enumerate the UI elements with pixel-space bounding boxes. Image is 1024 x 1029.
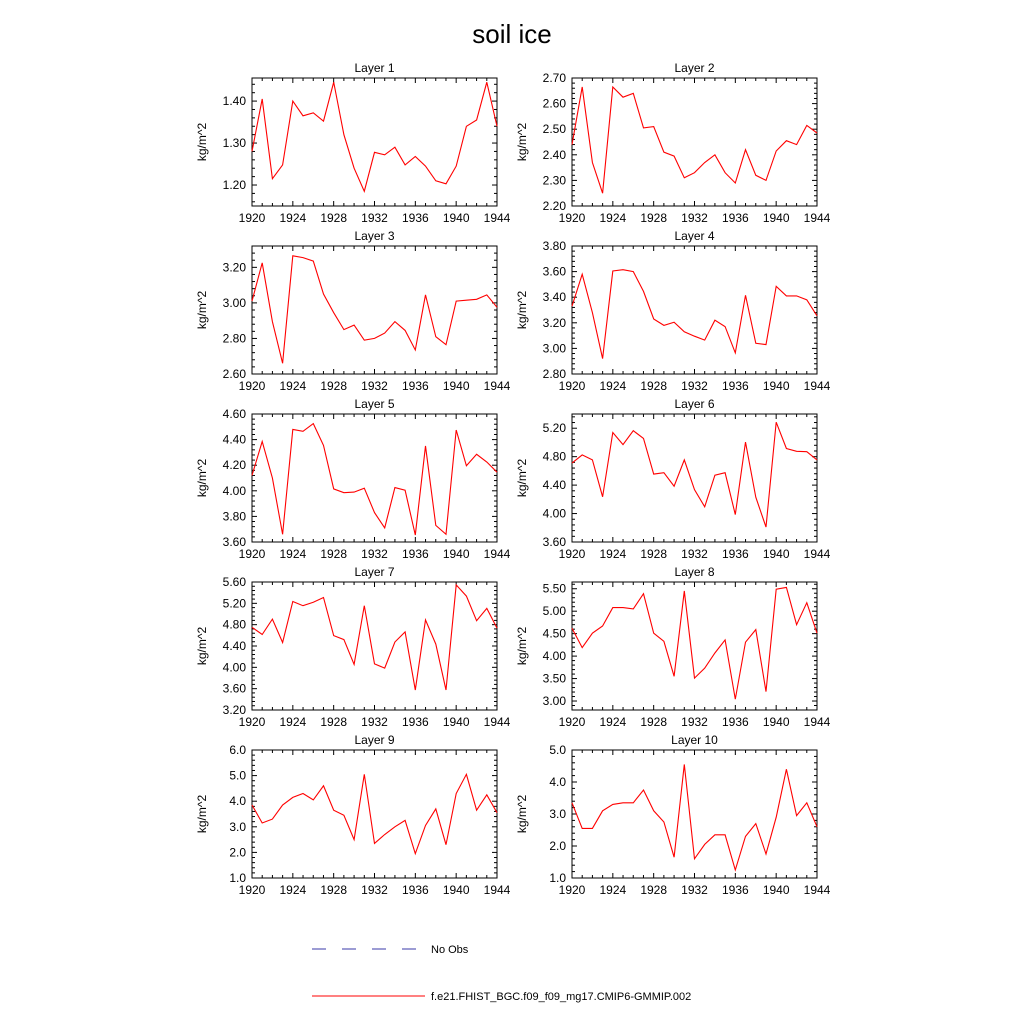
y-tick-label: 4.20: [222, 458, 246, 473]
y-tick-label: 2.20: [542, 199, 566, 213]
panel-layer-6: [515, 397, 831, 561]
y-tick-label: 2.70: [542, 71, 566, 85]
x-tick-label: 1928: [320, 547, 348, 561]
x-tick-label: 1944: [803, 379, 831, 393]
y-tick-label: 3.60: [542, 535, 566, 549]
y-tick-label: 3.0: [549, 807, 566, 821]
y-tick-label: 5.50: [542, 581, 566, 596]
y-tick-label: 2.40: [542, 147, 566, 162]
y-tick-label: 2.80: [222, 331, 246, 346]
plot-frame: [572, 78, 817, 206]
panel-layer-7: [195, 565, 511, 729]
panel-title: Layer 6: [674, 397, 715, 411]
y-tick-label: 6.0: [229, 743, 246, 757]
x-tick-label: 1924: [599, 547, 627, 561]
panel-title: Layer 2: [674, 61, 715, 75]
x-tick-label: 1928: [640, 715, 668, 729]
legend-label-1: No Obs: [431, 944, 469, 956]
y-tick-label: 4.80: [222, 617, 246, 632]
y-tick-label: 5.0: [549, 743, 566, 757]
y-axis-label: kg/m^2: [515, 794, 529, 834]
y-tick-label: 5.20: [222, 596, 246, 611]
x-tick-label: 1932: [361, 715, 388, 729]
plot-frame: [252, 582, 497, 710]
panel-layer-10: [515, 733, 831, 897]
x-tick-label: 1944: [483, 547, 511, 561]
y-axis-label: kg/m^2: [515, 458, 529, 498]
y-tick-label: 1.40: [222, 94, 246, 109]
x-tick-label: 1928: [320, 883, 348, 897]
x-tick-label: 1936: [401, 379, 429, 393]
x-tick-label: 1920: [558, 379, 586, 393]
y-tick-label: 3.00: [542, 341, 566, 356]
plot-frame: [252, 246, 497, 374]
panel-layer-4: [515, 229, 831, 393]
y-tick-label: 4.00: [542, 506, 566, 521]
x-tick-label: 1928: [640, 211, 668, 225]
x-tick-label: 1924: [279, 211, 307, 225]
panel-layer-1: [195, 61, 511, 225]
x-tick-label: 1932: [361, 883, 388, 897]
x-tick-label: 1924: [279, 883, 307, 897]
x-tick-label: 1944: [483, 379, 511, 393]
y-tick-label: 1.30: [222, 136, 246, 151]
x-tick-label: 1940: [762, 883, 790, 897]
x-tick-label: 1932: [681, 883, 708, 897]
y-tick-label: 3.20: [222, 703, 246, 717]
x-tick-label: 1928: [320, 379, 348, 393]
y-tick-label: 2.0: [549, 839, 566, 853]
y-tick-label: 5.00: [542, 604, 566, 619]
x-tick-label: 1940: [442, 883, 470, 897]
y-axis-label: kg/m^2: [515, 290, 529, 330]
y-tick-label: 3.60: [222, 535, 246, 549]
series-line: [252, 774, 497, 853]
panel-layer-8: [515, 565, 831, 729]
x-tick-label: 1944: [483, 883, 511, 897]
y-tick-label: 5.60: [222, 575, 246, 589]
plot-frame: [572, 582, 817, 710]
panel-layer-5: [195, 397, 511, 561]
y-tick-label: 3.20: [222, 260, 246, 275]
series-line: [252, 82, 497, 191]
x-tick-label: 1920: [558, 547, 586, 561]
y-tick-label: 5.20: [542, 421, 566, 436]
x-tick-label: 1936: [721, 883, 749, 897]
y-axis-label: kg/m^2: [195, 122, 209, 162]
series-line: [252, 585, 497, 690]
y-tick-label: 3.00: [542, 694, 566, 709]
y-tick-label: 1.20: [222, 178, 246, 193]
y-tick-label: 1.0: [549, 871, 566, 885]
y-tick-label: 2.0: [229, 845, 246, 860]
y-axis-label: kg/m^2: [195, 290, 209, 330]
x-tick-label: 1940: [442, 211, 470, 225]
series-line: [572, 764, 817, 870]
panel-title: Layer 1: [354, 61, 395, 75]
x-tick-label: 1920: [238, 715, 266, 729]
y-tick-label: 3.20: [542, 315, 566, 330]
y-tick-label: 3.00: [222, 295, 246, 310]
panel-title: Layer 10: [671, 733, 718, 747]
series-line: [252, 424, 497, 535]
x-tick-label: 1920: [558, 715, 586, 729]
y-tick-label: 4.00: [542, 649, 566, 664]
panel-layer-2: [515, 61, 831, 225]
y-tick-label: 4.40: [222, 639, 246, 653]
panel-title: Layer 8: [674, 565, 715, 579]
x-tick-label: 1924: [599, 715, 627, 729]
legend: [312, 944, 691, 1003]
x-tick-label: 1944: [803, 883, 831, 897]
x-tick-label: 1924: [599, 211, 627, 225]
x-tick-label: 1944: [803, 715, 831, 729]
x-tick-label: 1924: [599, 379, 627, 393]
panel-title: Layer 5: [354, 397, 395, 411]
series-line: [572, 87, 817, 193]
plot-frame: [252, 78, 497, 206]
x-tick-label: 1940: [762, 211, 790, 225]
x-tick-label: 1936: [721, 379, 749, 393]
y-tick-label: 4.00: [222, 660, 246, 675]
x-tick-label: 1920: [238, 211, 266, 225]
y-tick-label: 4.0: [229, 794, 246, 809]
y-tick-label: 4.40: [222, 432, 246, 447]
y-tick-label: 3.60: [222, 681, 246, 696]
x-tick-label: 1924: [279, 379, 307, 393]
y-axis-label: kg/m^2: [515, 626, 529, 666]
y-tick-label: 3.60: [542, 264, 566, 279]
y-axis-label: kg/m^2: [195, 626, 209, 666]
x-tick-label: 1944: [803, 547, 831, 561]
x-tick-label: 1924: [279, 547, 307, 561]
panel-layer-9: [195, 733, 511, 897]
x-tick-label: 1940: [762, 547, 790, 561]
panel-title: Layer 9: [354, 733, 395, 747]
x-tick-label: 1932: [681, 379, 708, 393]
x-tick-label: 1920: [558, 883, 586, 897]
series-line: [252, 256, 497, 363]
x-tick-label: 1936: [401, 211, 429, 225]
x-tick-label: 1924: [279, 715, 307, 729]
y-axis-label: kg/m^2: [515, 122, 529, 162]
plot-frame: [252, 414, 497, 542]
panel-layer-3: [195, 229, 511, 393]
x-tick-label: 1944: [803, 211, 831, 225]
y-tick-label: 2.60: [542, 96, 566, 111]
y-tick-label: 3.50: [542, 671, 566, 686]
series-line: [572, 587, 817, 699]
panel-title: Layer 3: [354, 229, 395, 243]
y-tick-label: 3.80: [222, 509, 246, 524]
y-tick-label: 4.0: [549, 775, 566, 789]
x-tick-label: 1932: [361, 547, 388, 561]
legend-label-2: f.e21.FHIST_BGC.f09_f09_mg17.CMIP6-GMMIP.002: [431, 991, 692, 1003]
y-tick-label: 3.80: [542, 239, 566, 253]
x-tick-label: 1920: [238, 547, 266, 561]
figure-title: soil ice: [472, 19, 552, 49]
x-tick-label: 1932: [361, 379, 388, 393]
series-line: [572, 422, 817, 527]
y-tick-label: 2.30: [542, 173, 566, 188]
panel-title: Layer 7: [354, 565, 395, 579]
y-tick-label: 2.60: [222, 367, 246, 381]
x-tick-label: 1932: [361, 211, 388, 225]
x-tick-label: 1940: [442, 547, 470, 561]
y-tick-label: 3.0: [229, 819, 246, 834]
plot-frame: [252, 750, 497, 878]
series-line: [572, 270, 817, 359]
y-tick-label: 4.40: [542, 478, 566, 493]
x-tick-label: 1932: [681, 211, 708, 225]
x-tick-label: 1928: [320, 715, 348, 729]
x-tick-label: 1928: [640, 883, 668, 897]
x-tick-label: 1928: [320, 211, 348, 225]
x-tick-label: 1928: [640, 379, 668, 393]
y-tick-label: 2.50: [542, 122, 566, 137]
x-tick-label: 1920: [238, 379, 266, 393]
x-tick-label: 1940: [762, 379, 790, 393]
panel-title: Layer 4: [674, 229, 715, 243]
x-tick-label: 1928: [640, 547, 668, 561]
y-axis-label: kg/m^2: [195, 794, 209, 834]
x-tick-label: 1936: [721, 547, 749, 561]
x-tick-label: 1944: [483, 211, 511, 225]
x-tick-label: 1936: [721, 211, 749, 225]
y-tick-label: 4.60: [222, 407, 246, 421]
x-tick-label: 1932: [681, 715, 708, 729]
y-axis-label: kg/m^2: [195, 458, 209, 498]
y-tick-label: 4.50: [542, 626, 566, 641]
x-tick-label: 1920: [558, 211, 586, 225]
x-tick-label: 1936: [401, 547, 429, 561]
x-tick-label: 1936: [401, 883, 429, 897]
y-tick-label: 3.40: [542, 290, 566, 305]
y-tick-label: 2.80: [542, 367, 566, 381]
x-tick-label: 1924: [599, 883, 627, 897]
y-tick-label: 1.0: [229, 871, 246, 885]
x-tick-label: 1940: [442, 715, 470, 729]
x-tick-label: 1944: [483, 715, 511, 729]
panels: [195, 61, 831, 897]
x-tick-label: 1936: [401, 715, 429, 729]
x-tick-label: 1936: [721, 715, 749, 729]
y-tick-label: 4.80: [542, 449, 566, 464]
y-tick-label: 4.00: [222, 483, 246, 498]
y-tick-label: 5.0: [229, 768, 246, 783]
x-tick-label: 1932: [681, 547, 708, 561]
x-tick-label: 1940: [442, 379, 470, 393]
x-tick-label: 1940: [762, 715, 790, 729]
x-tick-label: 1920: [238, 883, 266, 897]
